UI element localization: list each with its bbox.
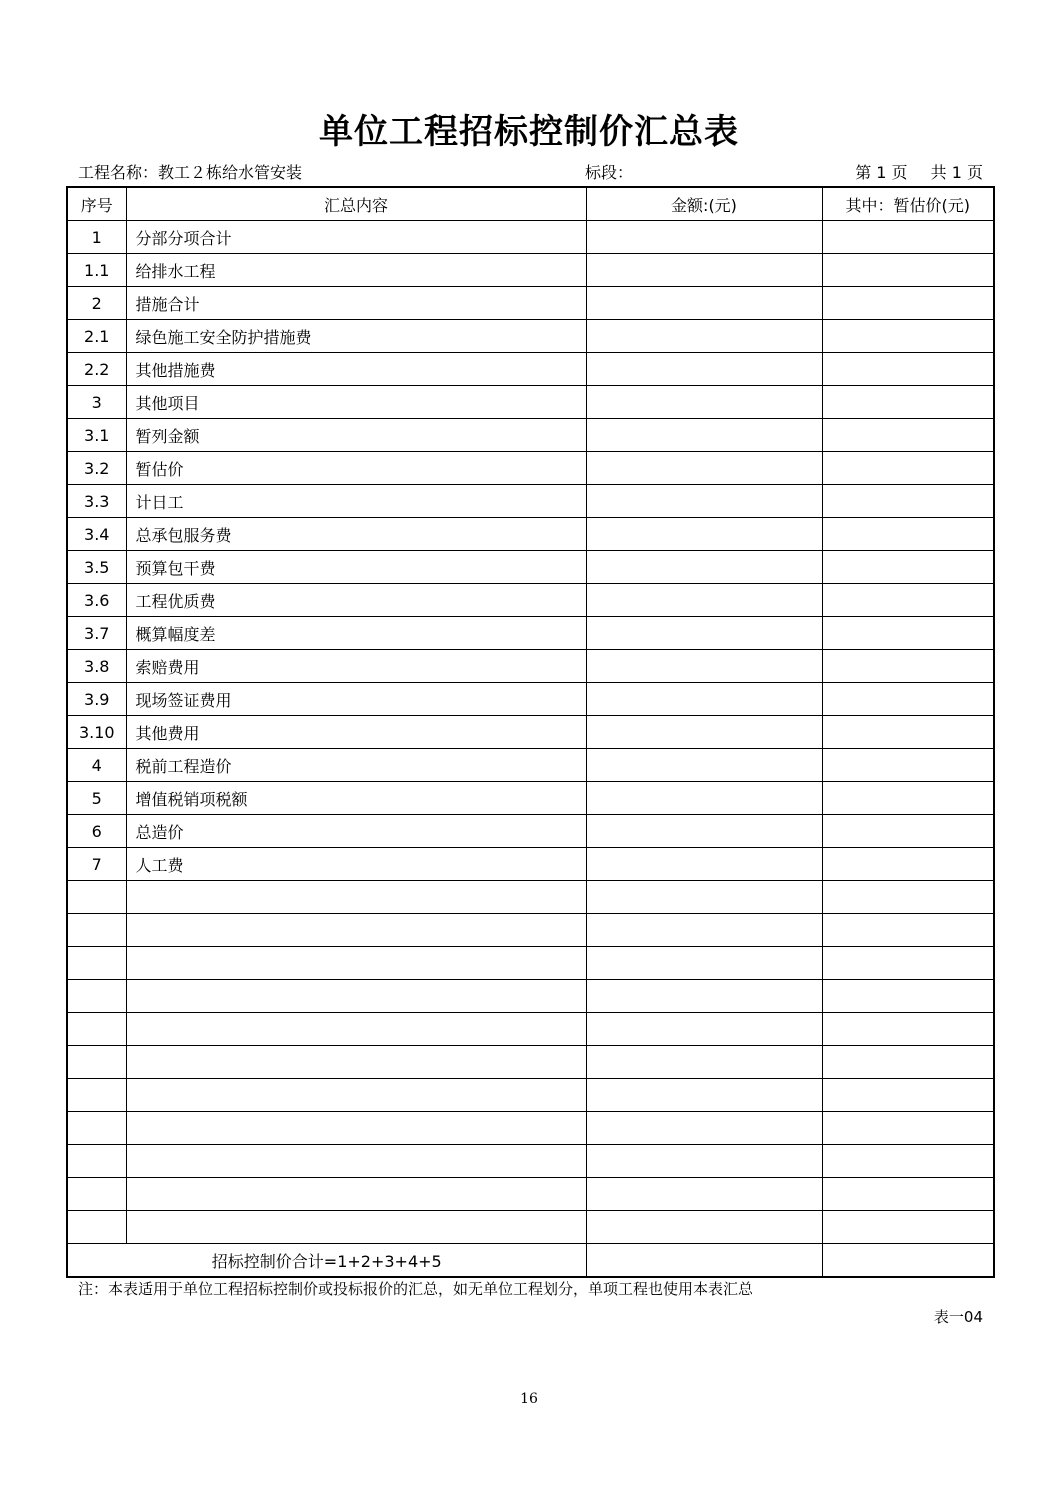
row-amount-cell	[586, 650, 822, 683]
row-no-cell: 1	[67, 221, 126, 254]
row-content-cell: 人工费	[126, 848, 586, 881]
row-no-cell: 7	[67, 848, 126, 881]
row-no-cell	[67, 980, 126, 1013]
row-content-cell: 现场签证费用	[126, 683, 586, 716]
row-content-cell: 措施合计	[126, 287, 586, 320]
row-content-cell	[126, 1145, 586, 1178]
table-row	[67, 584, 994, 617]
row-provisional-cell	[822, 386, 994, 419]
row-amount-cell	[586, 1145, 822, 1178]
row-content-cell	[126, 914, 586, 947]
row-content-cell	[126, 1046, 586, 1079]
row-no-cell	[67, 1178, 126, 1211]
page-indicator	[849, 160, 983, 183]
row-no-cell: 5	[67, 782, 126, 815]
row-amount-cell	[586, 683, 822, 716]
table-row	[67, 1112, 994, 1145]
table-row	[67, 848, 994, 881]
row-content-cell: 工程优质费	[126, 584, 586, 617]
row-content-cell: 总承包服务费	[126, 518, 586, 551]
row-amount-cell	[586, 749, 822, 782]
column-header-amount: 金额:(元)	[586, 187, 822, 221]
row-provisional-cell	[822, 287, 994, 320]
row-amount-cell	[586, 1013, 822, 1046]
row-amount-cell	[586, 320, 822, 353]
table-row	[67, 419, 994, 452]
row-content-cell: 分部分项合计	[126, 221, 586, 254]
row-provisional-cell	[822, 221, 994, 254]
row-content-cell: 暂估价	[126, 452, 586, 485]
row-no-cell: 1.1	[67, 254, 126, 287]
row-amount-cell	[586, 617, 822, 650]
row-provisional-cell	[822, 353, 994, 386]
row-amount-cell	[586, 419, 822, 452]
table-row	[67, 1079, 994, 1112]
row-content-cell	[126, 1079, 586, 1112]
row-content-cell	[126, 1112, 586, 1145]
row-content-cell: 总造价	[126, 815, 586, 848]
row-provisional-cell	[822, 947, 994, 980]
summary-table	[66, 186, 995, 1278]
row-amount-cell	[586, 1112, 822, 1145]
table-body	[67, 221, 994, 1244]
row-provisional-cell	[822, 551, 994, 584]
row-no-cell: 3	[67, 386, 126, 419]
row-no-cell	[67, 1046, 126, 1079]
row-provisional-cell	[822, 848, 994, 881]
row-no-cell: 3.6	[67, 584, 126, 617]
row-amount-cell	[586, 254, 822, 287]
row-amount-cell	[586, 782, 822, 815]
page-current: 第 1 页	[855, 163, 908, 182]
column-header-no: 序号	[67, 187, 126, 221]
row-no-cell: 6	[67, 815, 126, 848]
table-row	[67, 353, 994, 386]
row-provisional-cell	[822, 419, 994, 452]
row-no-cell: 3.7	[67, 617, 126, 650]
row-amount-cell	[586, 980, 822, 1013]
row-content-cell: 索赔费用	[126, 650, 586, 683]
row-content-cell: 税前工程造价	[126, 749, 586, 782]
row-content-cell: 其他措施费	[126, 353, 586, 386]
row-no-cell: 4	[67, 749, 126, 782]
row-no-cell: 3.2	[67, 452, 126, 485]
page-number: 16	[520, 1391, 538, 1407]
row-no-cell: 2.1	[67, 320, 126, 353]
table-row	[67, 914, 994, 947]
row-content-cell: 增值税销项税额	[126, 782, 586, 815]
table-row	[67, 518, 994, 551]
table-row	[67, 683, 994, 716]
row-content-cell: 概算幅度差	[126, 617, 586, 650]
row-provisional-cell	[822, 749, 994, 782]
row-provisional-cell	[822, 1079, 994, 1112]
row-provisional-cell	[822, 914, 994, 947]
table-row	[67, 980, 994, 1013]
row-no-cell	[67, 1013, 126, 1046]
table-row	[67, 1046, 994, 1079]
row-provisional-cell	[822, 782, 994, 815]
row-content-cell: 暂列金额	[126, 419, 586, 452]
row-no-cell: 3.3	[67, 485, 126, 518]
row-content-cell	[126, 1013, 586, 1046]
row-provisional-cell	[822, 650, 994, 683]
row-amount-cell	[586, 815, 822, 848]
table-row	[67, 551, 994, 584]
row-no-cell	[67, 881, 126, 914]
row-amount-cell	[586, 716, 822, 749]
row-amount-cell	[586, 386, 822, 419]
table-row	[67, 452, 994, 485]
row-amount-cell	[586, 848, 822, 881]
row-content-cell: 其他费用	[126, 716, 586, 749]
row-no-cell	[67, 914, 126, 947]
row-no-cell: 3.8	[67, 650, 126, 683]
row-provisional-cell	[822, 584, 994, 617]
table-row	[67, 287, 994, 320]
table-row	[67, 1211, 994, 1244]
row-provisional-cell	[822, 683, 994, 716]
row-amount-cell	[586, 584, 822, 617]
row-content-cell	[126, 881, 586, 914]
row-no-cell	[67, 1211, 126, 1244]
table-row	[67, 386, 994, 419]
column-header-content: 汇总内容	[126, 187, 586, 221]
row-no-cell: 3.9	[67, 683, 126, 716]
total-amount-cell	[586, 1244, 822, 1278]
total-label: 招标控制价合计=1+2+3+4+5	[67, 1244, 586, 1278]
row-provisional-cell	[822, 1145, 994, 1178]
total-row	[67, 1244, 994, 1278]
row-no-cell	[67, 947, 126, 980]
table-row	[67, 947, 994, 980]
project-name: 工程名称：教工２栋给水管安装	[78, 163, 303, 182]
table-row	[67, 650, 994, 683]
section-label: 标段：	[585, 163, 634, 182]
row-provisional-cell	[822, 716, 994, 749]
row-provisional-cell	[822, 452, 994, 485]
table-row	[67, 320, 994, 353]
row-content-cell: 其他项目	[126, 386, 586, 419]
row-amount-cell	[586, 287, 822, 320]
row-amount-cell	[586, 947, 822, 980]
table-header-row	[67, 187, 994, 221]
row-no-cell: 2	[67, 287, 126, 320]
page-title: 单位工程招标控制价汇总表	[319, 112, 739, 152]
row-content-cell: 给排水工程	[126, 254, 586, 287]
row-content-cell	[126, 1211, 586, 1244]
row-amount-cell	[586, 914, 822, 947]
row-provisional-cell	[822, 881, 994, 914]
row-no-cell: 3.10	[67, 716, 126, 749]
row-content-cell	[126, 980, 586, 1013]
row-no-cell	[67, 1145, 126, 1178]
table-row	[67, 617, 994, 650]
row-provisional-cell	[822, 980, 994, 1013]
row-amount-cell	[586, 221, 822, 254]
table-row	[67, 881, 994, 914]
row-no-cell	[67, 1112, 126, 1145]
table-note: 注：本表适用于单位工程招标控制价或投标报价的汇总，如无单位工程划分，单项工程也使用本表汇总	[78, 1280, 754, 1298]
row-provisional-cell	[822, 1178, 994, 1211]
row-amount-cell	[586, 1046, 822, 1079]
row-content-cell: 预算包干费	[126, 551, 586, 584]
table-row	[67, 815, 994, 848]
row-provisional-cell	[822, 1013, 994, 1046]
row-provisional-cell	[822, 518, 994, 551]
row-content-cell	[126, 1178, 586, 1211]
table-row	[67, 254, 994, 287]
table-row	[67, 716, 994, 749]
row-provisional-cell	[822, 320, 994, 353]
row-amount-cell	[586, 881, 822, 914]
row-amount-cell	[586, 485, 822, 518]
row-provisional-cell	[822, 617, 994, 650]
row-no-cell: 3.5	[67, 551, 126, 584]
row-provisional-cell	[822, 815, 994, 848]
table-row	[67, 1145, 994, 1178]
total-provisional-cell	[822, 1244, 994, 1278]
row-provisional-cell	[822, 485, 994, 518]
row-content-cell: 计日工	[126, 485, 586, 518]
row-no-cell: 2.2	[67, 353, 126, 386]
column-header-provisional: 其中：暂估价(元)	[822, 187, 994, 221]
table-row	[67, 782, 994, 815]
table-row	[67, 485, 994, 518]
row-provisional-cell	[822, 1112, 994, 1145]
page-total: 共 1 页	[930, 163, 983, 182]
row-amount-cell	[586, 1079, 822, 1112]
row-amount-cell	[586, 551, 822, 584]
form-code: 表一04	[933, 1308, 983, 1326]
row-no-cell	[67, 1079, 126, 1112]
table-row	[67, 1178, 994, 1211]
row-provisional-cell	[822, 254, 994, 287]
table-row	[67, 1013, 994, 1046]
row-content-cell	[126, 947, 586, 980]
row-no-cell: 3.4	[67, 518, 126, 551]
row-no-cell: 3.1	[67, 419, 126, 452]
row-amount-cell	[586, 1211, 822, 1244]
row-provisional-cell	[822, 1211, 994, 1244]
row-provisional-cell	[822, 1046, 994, 1079]
row-amount-cell	[586, 518, 822, 551]
table-row	[67, 749, 994, 782]
row-amount-cell	[586, 353, 822, 386]
table-row	[67, 221, 994, 254]
row-amount-cell	[586, 1178, 822, 1211]
row-amount-cell	[586, 452, 822, 485]
row-content-cell: 绿色施工安全防护措施费	[126, 320, 586, 353]
